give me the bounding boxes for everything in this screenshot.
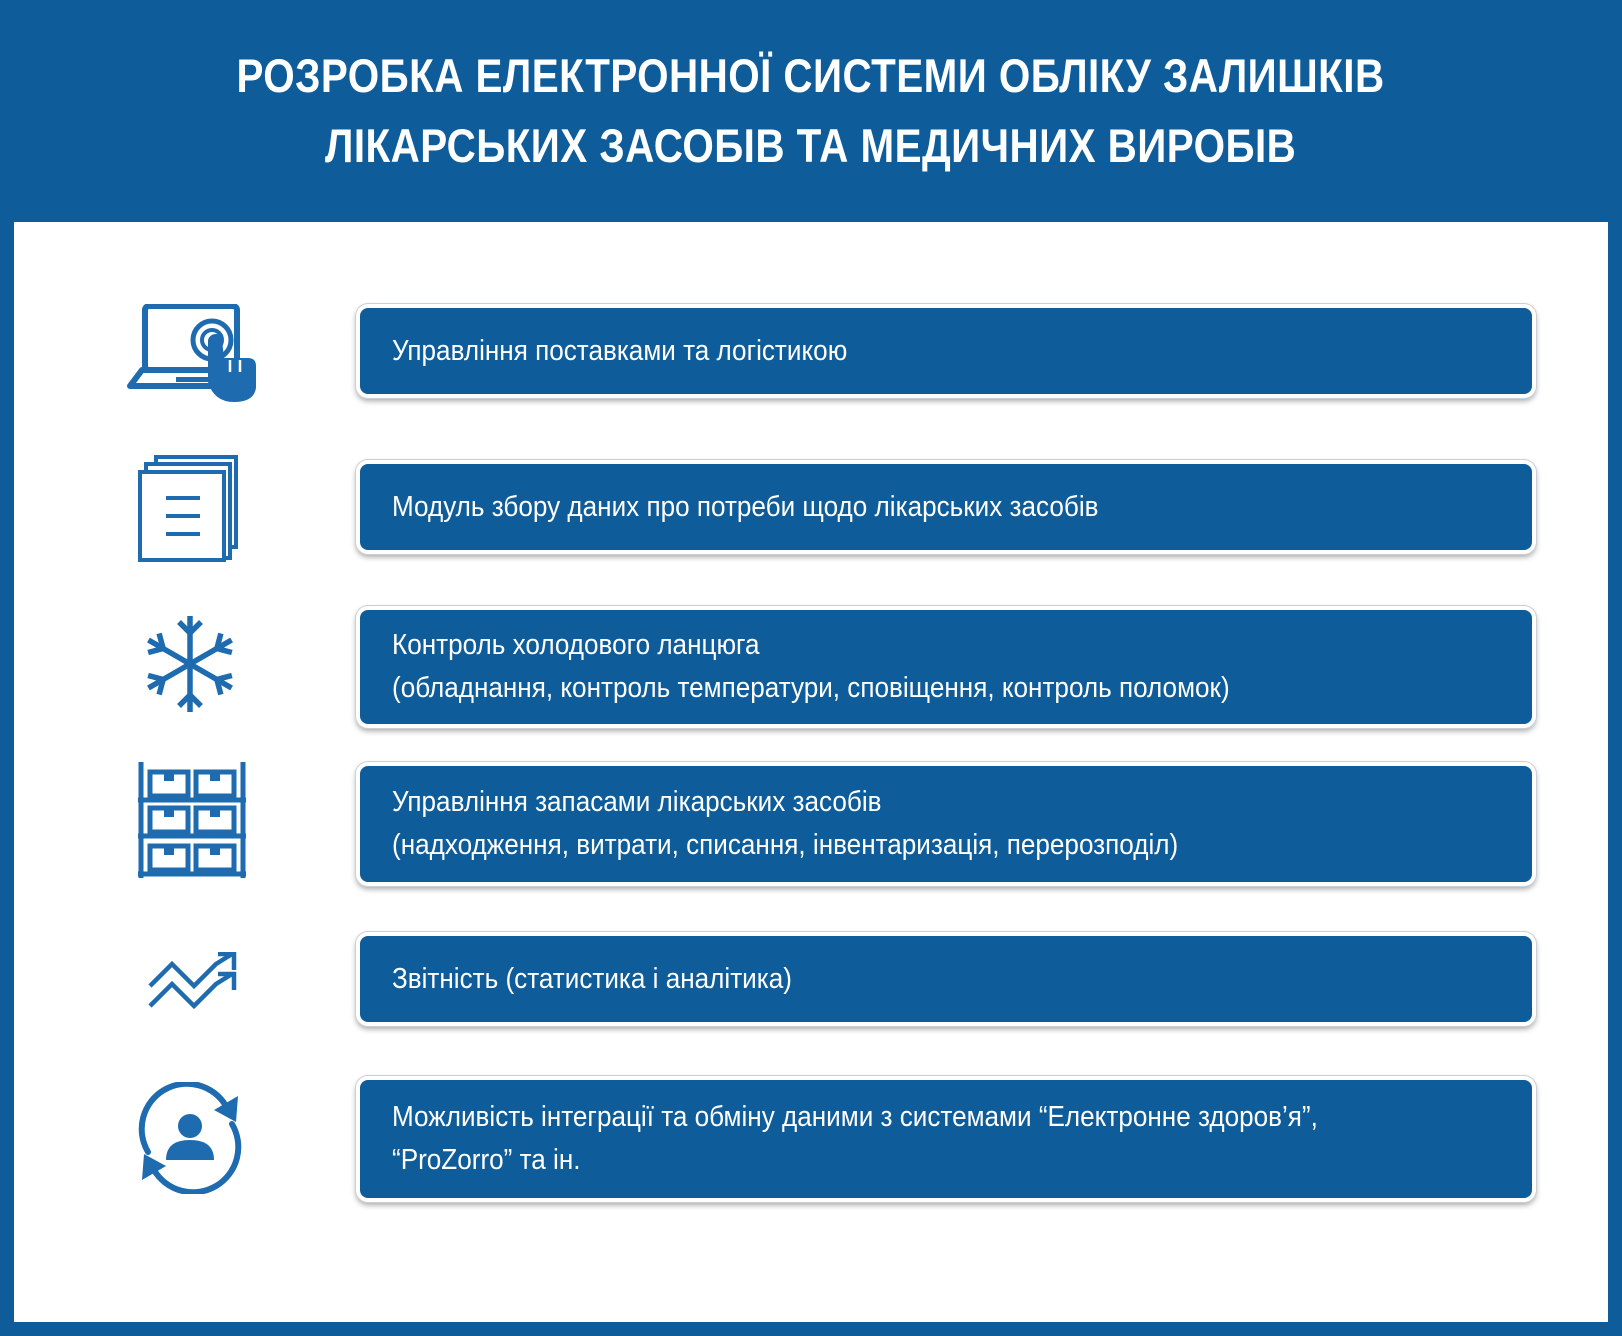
feature-sublabel: (обладнання, контроль температури, сповіщення, контроль поломок) [392,672,1230,704]
page-title-line-2: ЛІКАРСЬКИХ ЗАСОБІВ ТА МЕДИЧНИХ ВИРОБІВ [325,119,1297,172]
feature-label: Управління поставками та логістикою [392,334,848,367]
feature-card-integration [356,1076,1536,1202]
feature-label: Управління запасами лікарських засобів [392,786,882,818]
trend-arrows-icon [148,952,240,1012]
feature-card-reporting [356,932,1536,1026]
page-title-line-1: РОЗРОБКА ЕЛЕКТРОННОЇ СИСТЕМИ ОБЛІКУ ЗАЛИШКІВ [236,49,1386,102]
user-sync-icon [134,1082,246,1194]
feature-sublabel: “ProZorro” та ін. [392,1144,581,1176]
feature-card-inventory-management [356,762,1536,886]
documents-icon [138,454,242,562]
feature-sublabel: (надходження, витрати, списання, інвентаризація, перерозподіл) [392,829,1179,861]
feature-card-needs-data-module [356,460,1536,554]
feature-label: Контроль холодового ланцюга [392,629,760,661]
feature-label: Звітність (статистика і аналітика) [392,962,792,995]
laptop-touch-icon [126,304,266,404]
feature-label: Модуль збору даних про потреби щодо лікарських засобів [392,490,1099,523]
feature-card-supply-logistics [356,304,1536,398]
snowflake-icon [142,614,238,714]
feature-card-cold-chain [356,606,1536,728]
warehouse-shelves-icon [138,762,246,878]
feature-label: Можливість інтеграції та обміну даними з системами “Електронне здоров’я”, [392,1101,1318,1133]
content-panel [14,222,1608,1322]
header-banner [0,0,1622,222]
